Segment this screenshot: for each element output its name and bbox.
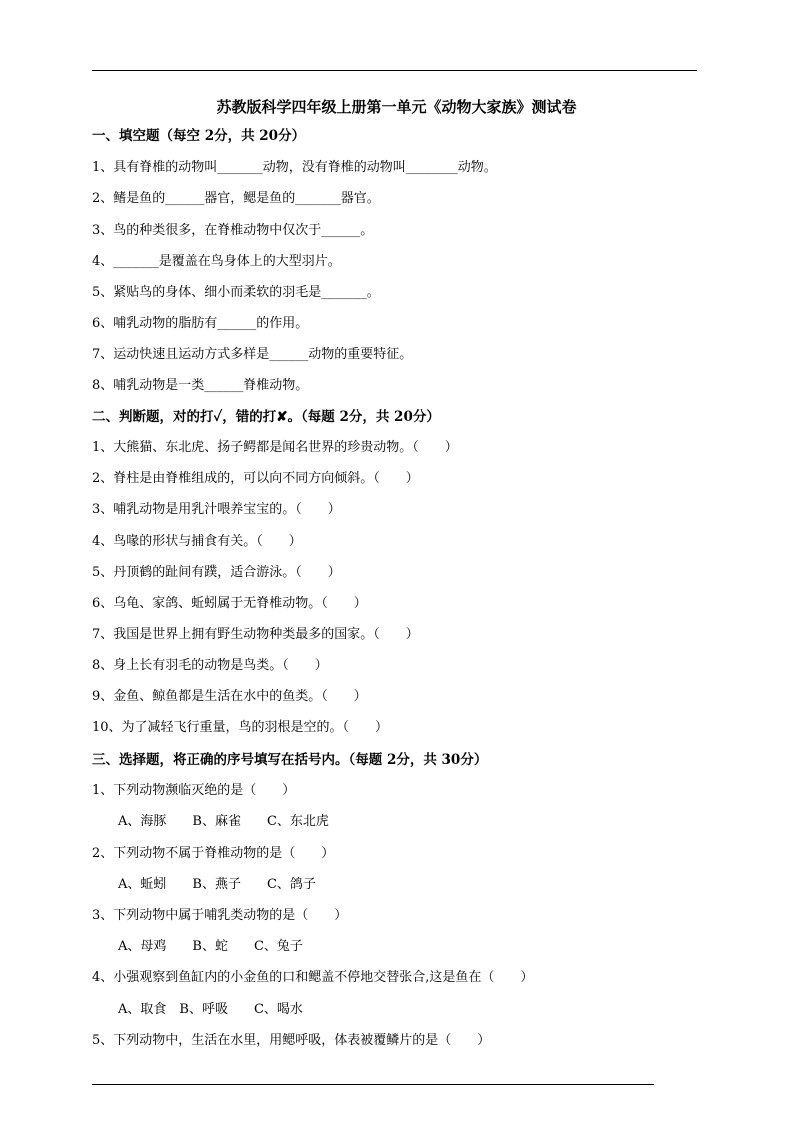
question-item: 8、哺乳动物是一类______脊椎动物。 [92, 378, 309, 393]
question-item: 2、下列动物不属于脊椎动物的是（ ） [92, 846, 335, 861]
question-item: 4、小强观察到鱼缸内的小金鱼的口和鳃盖不停地交替张合,这是鱼在（ ） [92, 970, 534, 985]
page-title: 苏教版科学四年级上册第一单元《动物大家族》测试卷 [216, 98, 577, 116]
question-item: 7、运动快速且运动方式多样是______动物的重要特征。 [92, 347, 413, 362]
question-item: 8、身上长有羽毛的动物是鸟类。（ ） [92, 658, 328, 673]
section-heading-true-false: 二、判断题，对的打✓，错的打✘。（每题 2分，共 20分） [92, 409, 440, 425]
question-item: 6、哺乳动物的脂肪有______的作用。 [92, 316, 309, 331]
question-item: 4、_______是覆盖在鸟身体上的大型羽片。 [92, 254, 341, 269]
question-item: 5、下列动物中，生活在水里，用鳃呼吸，体表被覆鳞片的是（ ） [92, 1033, 491, 1048]
question-item: 3、下列动物中属于哺乳类动物的是（ ） [92, 908, 348, 923]
question-item: 10、为了减轻飞行重量，鸟的羽根是空的。（ ） [92, 720, 389, 735]
answer-options: A、海豚 B、麻雀 C、东北虎 [118, 814, 329, 829]
header-rule [92, 70, 697, 71]
question-item: 4、鸟喙的形状与捕食有关。（ ） [92, 534, 302, 549]
section-heading-multiple-choice: 三、选择题，将正确的序号填写在括号内。（每题 2分，共 30分） [92, 752, 488, 768]
answer-options: A、母鸡 B、蛇 C、兔子 [118, 939, 303, 954]
question-item: 2、鳍是鱼的______器官，鳃是鱼的_______器官。 [92, 191, 380, 206]
question-item: 7、我国是世界上拥有野生动物种类最多的国家。（ ） [92, 627, 419, 642]
question-item: 1、大熊猫、东北虎、扬子鳄都是闻名世界的珍贵动物。（ ） [92, 440, 458, 455]
question-item: 5、丹顶鹤的趾间有蹼，适合游泳。（ ） [92, 565, 341, 580]
question-item: 1、具有脊椎的动物叫_______动物，没有脊椎的动物叫________动物。 [92, 160, 497, 175]
question-item: 3、哺乳动物是用乳汁喂养宝宝的。（ ） [92, 502, 341, 517]
question-item: 6、乌龟、家鸽、蚯蚓属于无脊椎动物。（ ） [92, 596, 367, 611]
question-item: 9、金鱼、鲸鱼都是生活在水中的鱼类。（ ） [92, 689, 367, 704]
answer-options: A、蚯蚓 B、燕子 C、鸽子 [118, 877, 316, 892]
section-heading-fill-blank: 一、填空题（每空 2分，共 20分） [92, 128, 306, 144]
question-item: 1、下列动物濒临灭绝的是（ ） [92, 783, 296, 798]
question-item: 2、脊柱是由脊椎组成的，可以向不同方向倾斜。（ ） [92, 471, 419, 486]
question-item: 5、紧贴鸟的身体、细小而柔软的羽毛是_______。 [92, 285, 380, 300]
footer-rule [92, 1084, 654, 1085]
question-item: 3、鸟的种类很多，在脊椎动物中仅次于______。 [92, 223, 374, 238]
answer-options: A、取食 B、呼吸 C、喝水 [118, 1002, 303, 1017]
